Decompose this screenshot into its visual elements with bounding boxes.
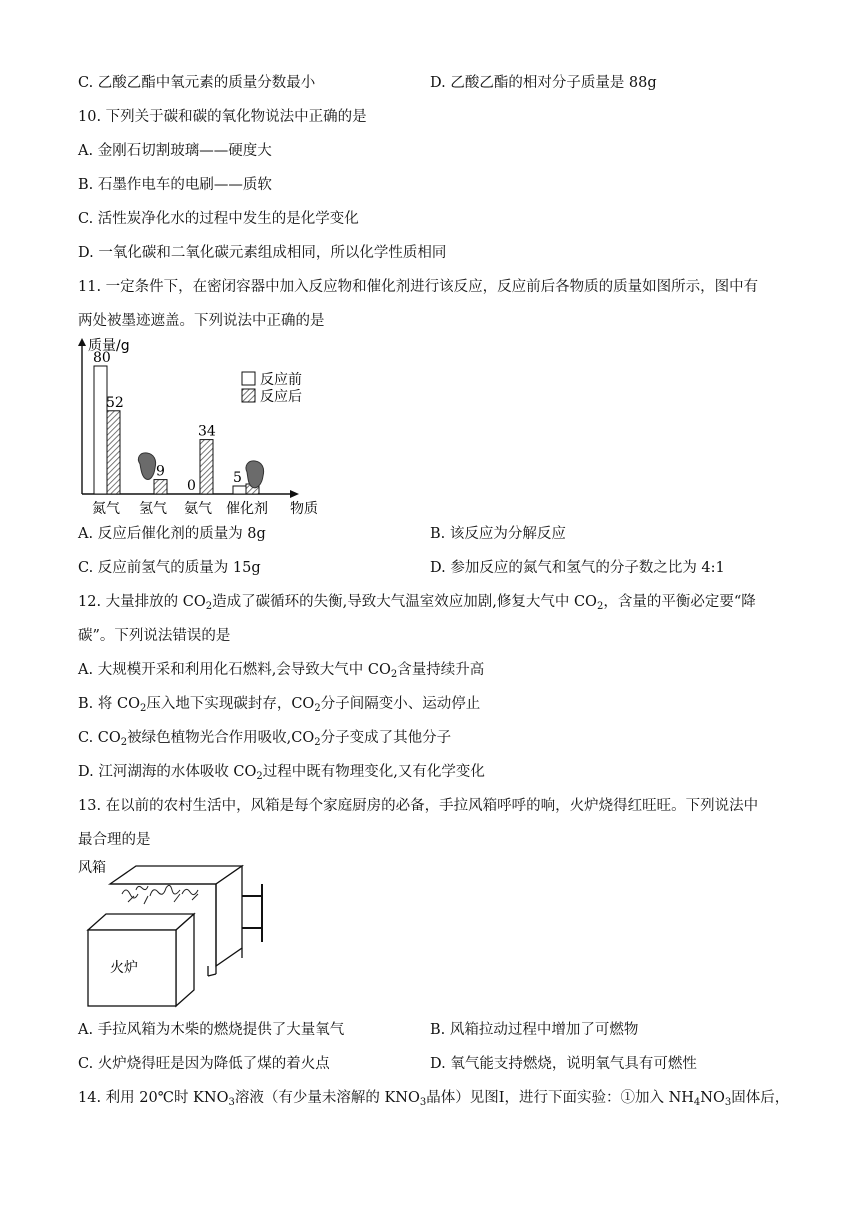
q11-option-c: C. 反应前氢气的质量为 15g <box>78 560 261 576</box>
bellows-figure-svg <box>78 856 288 1010</box>
q12-stem-line1: 12. 大量排放的 $CO_2$造成了碳循环的失衡,导致大气温室效应加剧,修复大气中 $CO_2$，含量的平衡必定要“降 <box>78 594 756 612</box>
category-hydrogen: 氢气 <box>139 501 167 517</box>
bar-nitrogen-after <box>107 411 120 494</box>
bar-ammonia-after <box>200 440 213 494</box>
q10-option-b: B. 石墨作电车的电刷——质软 <box>78 177 272 193</box>
label-ammonia-before: 0 <box>187 478 196 494</box>
q12-option-b: B. 将 $CO_2$压入地下实现碳封存，$CO_2$分子间隔变小、运动停止 <box>78 696 481 714</box>
bar-hydrogen-after <box>154 480 167 494</box>
label-hydrogen-after: 9 <box>156 463 165 480</box>
q9-option-c: C. 乙酸乙酯中氧元素的质量分数最小 <box>78 75 316 91</box>
q13-stem-line1: 13. 在以前的农村生活中，风箱是每个家庭厨房的必备，手拉风箱呼呼的响，火炉烧得红旺旺。下列说法中 <box>78 798 759 814</box>
bellows-label: 风箱 <box>78 860 106 876</box>
q13-option-d: D. 氧气能支持燃烧，说明氧气具有可燃性 <box>430 1056 697 1072</box>
q13-option-a: A. 手拉风箱为木柴的燃烧提供了大量氧气 <box>78 1022 345 1038</box>
label-catalyst-before: 5 <box>233 470 242 486</box>
mass-bar-chart-svg <box>70 336 340 520</box>
q9-option-d: D. 乙酸乙酯的相对分子质量是 88g <box>430 75 657 91</box>
q11-option-a: A. 反应后催化剂的质量为 8g <box>78 526 266 542</box>
q12-option-d: D. 江河湖海的水体吸收 $CO_2$过程中既有物理变化,又有化学变化 <box>78 764 485 782</box>
q11-option-b: B. 该反应为分解反应 <box>430 526 566 542</box>
q12-stem-line2: 碳”。下列说法错误的是 <box>78 628 231 644</box>
bellows-handle <box>242 884 262 942</box>
legend-swatch-before <box>242 372 255 385</box>
q11-stem-line1: 11. 一定条件下，在密闭容器中加入反应物和催化剂进行该反应，反应前后各物质的质量如图所示，图中有 <box>78 279 759 295</box>
bellows-side <box>216 866 242 966</box>
q13-option-c: C. 火炉烧得旺是因为降低了煤的着火点 <box>78 1056 330 1072</box>
category-catalyst: 催化剂 <box>226 501 268 517</box>
q10-option-a: A. 金刚石切割玻璃——硬度大 <box>78 143 272 159</box>
stove-label: 火炉 <box>110 960 138 976</box>
category-ammonia: 氨气 <box>184 501 212 517</box>
ink-blot-hydrogen-before <box>138 453 155 480</box>
bar-nitrogen-before <box>94 366 107 494</box>
stove-side <box>176 914 194 1006</box>
bar-catalyst-before <box>233 486 246 494</box>
label-nitrogen-before: 80 <box>93 350 111 366</box>
q13-stem-line2: 最合理的是 <box>78 832 151 848</box>
x-axis-label: 物质 <box>290 501 318 517</box>
y-axis-arrow <box>78 338 86 346</box>
legend-label-before: 反应前 <box>260 372 302 388</box>
legend-swatch-after <box>242 389 255 402</box>
mass-bar-chart <box>70 336 340 520</box>
q10-option-d: D. 一氧化碳和二氧化碳元素组成相同，所以化学性质相同 <box>78 245 447 261</box>
q10-stem: 10. 下列关于碳和碳的氧化物说法中正确的是 <box>78 109 367 125</box>
q11-stem-line2: 两处被墨迹遮盖。下列说法中正确的是 <box>78 313 325 329</box>
y-axis-label: 质量/g <box>88 338 130 354</box>
q10-option-c: C. 活性炭净化水的过程中发生的是化学变化 <box>78 211 359 227</box>
q13-option-b: B. 风箱拉动过程中增加了可燃物 <box>430 1022 639 1038</box>
q12-option-a: A. 大规模开采和利用化石燃料,会导致大气中 $CO_2$含量持续升高 <box>78 662 485 680</box>
kindling-scribbles <box>122 885 198 904</box>
label-nitrogen-after: 52 <box>106 394 124 411</box>
q14-stem: 14. 利用 20℃时 $KNO_3$溶液（有少量未溶解的 $KNO_3$晶体）见图Ⅰ，进行下面实验：①加入 $NH_4NO_3$固体后， <box>78 1090 790 1108</box>
q11-option-d: D. 参加反应的氮气和氢气的分子数之比为 4:1 <box>430 560 725 576</box>
label-ammonia-after: 34 <box>198 423 216 440</box>
legend-label-after: 反应后 <box>260 389 302 405</box>
category-nitrogen: 氮气 <box>92 501 120 517</box>
q12-option-c: C. $CO_2$被绿色植物光合作用吸收$,CO_2$分子变成了其他分子 <box>78 730 452 748</box>
x-axis-arrow <box>290 490 299 498</box>
bellows-figure <box>78 856 288 1010</box>
